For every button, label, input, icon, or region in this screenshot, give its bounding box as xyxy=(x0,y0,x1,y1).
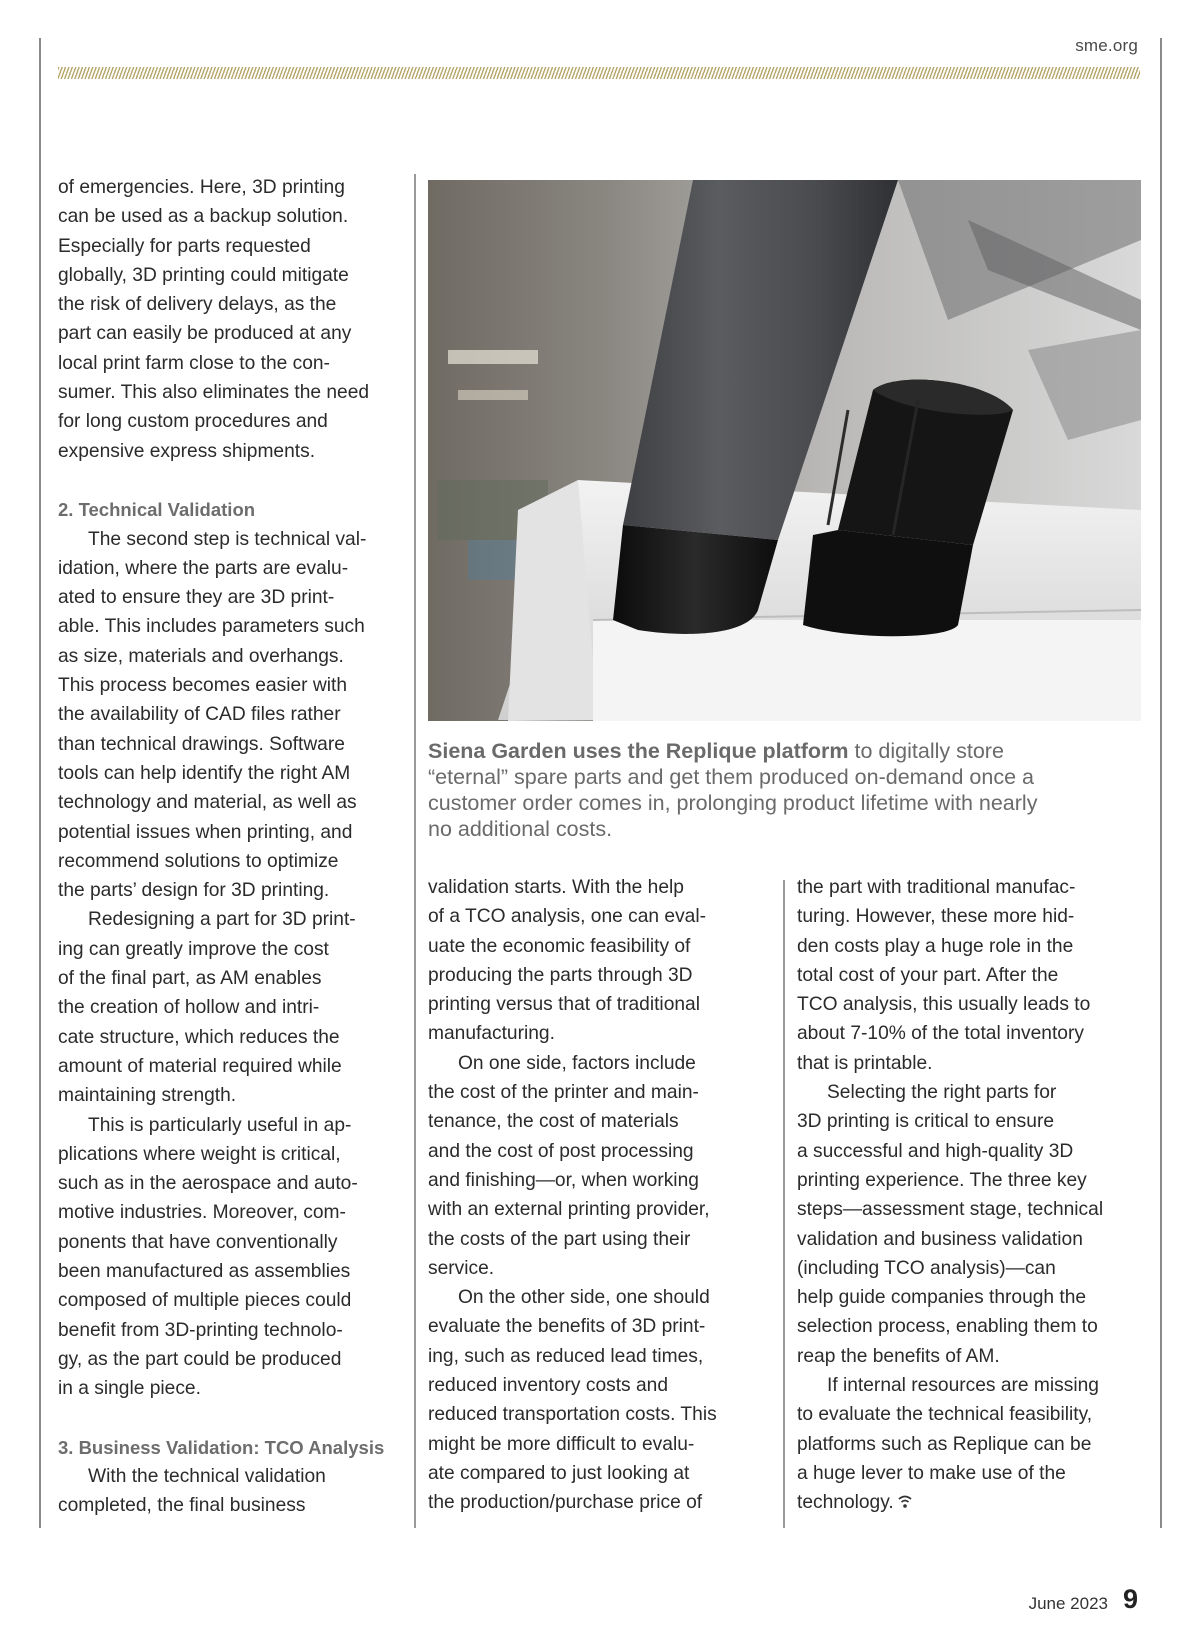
text-line: completed, the final business xyxy=(58,1495,306,1517)
left-margin-rule xyxy=(39,38,41,1528)
text-line: with an external printing provider, xyxy=(428,1199,710,1221)
column-divider-left xyxy=(414,174,416,1528)
text-line: able. This includes parameters such xyxy=(58,616,365,638)
text-line: validation and business validation xyxy=(797,1228,1083,1250)
text-line: ing can greatly improve the cost xyxy=(58,938,329,960)
text-line: On one side, factors include xyxy=(458,1052,696,1074)
photo-caption xyxy=(428,738,1148,842)
text-line: reap the benefits of AM. xyxy=(797,1345,1000,1367)
text-line: as size, materials and overhangs. xyxy=(58,645,344,667)
text-line: amount of material required while xyxy=(58,1055,342,1077)
text-line: turing. However, these more hid- xyxy=(797,906,1075,928)
text-line: printing versus that of traditional xyxy=(428,994,700,1016)
text-line: part can easily be produced at any xyxy=(58,323,352,345)
text-line: On the other side, one should xyxy=(458,1287,710,1309)
text-line: producing the parts through 3D xyxy=(428,964,693,986)
text-line: local print farm close to the con- xyxy=(58,352,330,374)
caption-bold: Siena Garden uses the Replique platform xyxy=(428,739,849,763)
caption-line: customer order comes in, prolonging product lifetime with nearly xyxy=(428,791,1038,815)
text-line: globally, 3D printing could mitigate xyxy=(58,264,349,286)
right-margin-rule xyxy=(1160,38,1162,1528)
text-line: total cost of your part. After the xyxy=(797,964,1059,986)
text-line: and the cost of post processing xyxy=(428,1140,694,1162)
text-line: ing, such as reduced lead times, xyxy=(428,1345,704,1367)
text-line: technology. xyxy=(797,1492,894,1514)
text-line: that is printable. xyxy=(797,1052,933,1074)
text-line: for long custom procedures and xyxy=(58,411,328,433)
column-right xyxy=(797,873,1147,1518)
text-line: to evaluate the technical feasibility, xyxy=(797,1404,1093,1426)
text-line-last xyxy=(797,1488,1147,1518)
text-line: (including TCO analysis)—can xyxy=(797,1257,1056,1279)
text-line: potential issues when printing, and xyxy=(58,821,353,843)
text-line: uate the economic feasibility of xyxy=(428,935,691,957)
text-line: such as in the aerospace and auto- xyxy=(58,1173,358,1195)
text-line: been manufactured as assemblies xyxy=(58,1260,351,1282)
footer-issue-date: June 2023 xyxy=(1028,1594,1108,1613)
text-line: maintaining strength. xyxy=(58,1085,237,1107)
text-line: Redesigning a part for 3D print- xyxy=(88,909,356,931)
section-heading-technical-validation: 2. Technical Validation xyxy=(58,499,256,521)
text-line: reduced transportation costs. This xyxy=(428,1404,717,1426)
text-line: Selecting the right parts for xyxy=(827,1082,1057,1104)
text-line: gy, as the part could be produced xyxy=(58,1348,342,1370)
section-heading-business-validation: 3. Business Validation: TCO Analysis xyxy=(58,1436,385,1458)
text-line: selection process, enabling them to xyxy=(797,1316,1098,1338)
header-stripe xyxy=(58,67,1140,79)
text-line: the costs of the part using their xyxy=(428,1228,691,1250)
text-line: in a single piece. xyxy=(58,1378,201,1400)
text-line: and finishing—or, when working xyxy=(428,1169,699,1191)
text-line: the production/purchase price of xyxy=(428,1492,703,1514)
text-line: of emergencies. Here, 3D printing xyxy=(58,177,345,198)
caption-line: “eternal” spare parts and get them produced on-demand once a xyxy=(428,765,1034,789)
text-line: ated to ensure they are 3D print- xyxy=(58,587,335,609)
text-line: the parts’ design for 3D printing. xyxy=(58,880,330,902)
caption-text: to digitally store xyxy=(848,739,1004,763)
text-line: TCO analysis, this usually leads to xyxy=(797,994,1091,1016)
photo-illustration xyxy=(428,180,1141,721)
text-line: can be used as a backup solution. xyxy=(58,206,349,228)
text-line: might be more difficult to evalu- xyxy=(428,1433,695,1455)
text-line: platforms such as Replique can be xyxy=(797,1433,1092,1455)
text-line: printing experience. The three key xyxy=(797,1169,1087,1191)
text-line: tenance, the cost of materials xyxy=(428,1111,679,1133)
text-line: the creation of hollow and intri- xyxy=(58,997,320,1019)
text-line: steps—assessment stage, technical xyxy=(797,1199,1104,1221)
text-line: than technical drawings. Software xyxy=(58,733,345,755)
text-line: The second step is technical val- xyxy=(88,528,367,550)
text-line: the part with traditional manufac- xyxy=(797,877,1076,898)
text-line: Especially for parts requested xyxy=(58,235,311,257)
column-left xyxy=(58,173,403,1521)
text-line: manufacturing. xyxy=(428,1023,555,1045)
text-line: 3D printing is critical to ensure xyxy=(797,1111,1055,1133)
caption-line xyxy=(428,738,1148,764)
text-line: service. xyxy=(428,1257,495,1279)
text-line: composed of multiple pieces could xyxy=(58,1290,352,1312)
text-line: of a TCO analysis, one can eval- xyxy=(428,906,707,928)
article-photo xyxy=(428,180,1141,721)
text-line: benefit from 3D-printing technolo- xyxy=(58,1319,343,1341)
text-line: validation starts. With the help xyxy=(428,877,684,898)
text-line: about 7-10% of the total inventory xyxy=(797,1023,1084,1045)
text-line: the availability of CAD files rather xyxy=(58,704,341,726)
text-line: of the final part, as AM enables xyxy=(58,968,322,990)
text-line: the risk of delivery delays, as the xyxy=(58,294,337,316)
text-line: recommend solutions to optimize xyxy=(58,850,339,872)
end-mark-icon xyxy=(898,1489,912,1518)
caption-line: no additional costs. xyxy=(428,817,613,841)
text-line: This is particularly useful in ap- xyxy=(88,1114,352,1136)
text-line: evaluate the benefits of 3D print- xyxy=(428,1316,706,1338)
text-line: a successful and high-quality 3D xyxy=(797,1140,1074,1162)
column-middle xyxy=(428,873,773,1518)
text-line: plications where weight is critical, xyxy=(58,1143,341,1165)
text-line: sumer. This also eliminates the need xyxy=(58,382,370,404)
page-number: 9 xyxy=(1122,1584,1138,1614)
paragraph-gap xyxy=(58,466,403,495)
text-line: If internal resources are missing xyxy=(827,1375,1099,1397)
site-url: sme.org xyxy=(1075,36,1138,55)
column-divider-right xyxy=(783,880,785,1528)
text-line: motive industries. Moreover, com- xyxy=(58,1202,346,1224)
text-line: With the technical validation xyxy=(88,1466,326,1488)
text-line: help guide companies through the xyxy=(797,1287,1087,1309)
text-line: a huge lever to make use of the xyxy=(797,1462,1066,1484)
paragraph-gap xyxy=(58,1403,403,1432)
text-line: the cost of the printer and main- xyxy=(428,1082,699,1104)
text-line: cate structure, which reduces the xyxy=(58,1026,340,1048)
text-line: expensive express shipments. xyxy=(58,440,316,462)
text-line: ponents that have conventionally xyxy=(58,1231,338,1253)
text-line: This process becomes easier with xyxy=(58,675,347,697)
text-line: idation, where the parts are evalu- xyxy=(58,557,349,579)
text-line: tools can help identify the right AM xyxy=(58,762,351,784)
text-line: ate compared to just looking at xyxy=(428,1462,690,1484)
text-line: reduced inventory costs and xyxy=(428,1375,668,1397)
text-line: den costs play a huge role in the xyxy=(797,935,1074,957)
text-line: technology and material, as well as xyxy=(58,792,357,814)
